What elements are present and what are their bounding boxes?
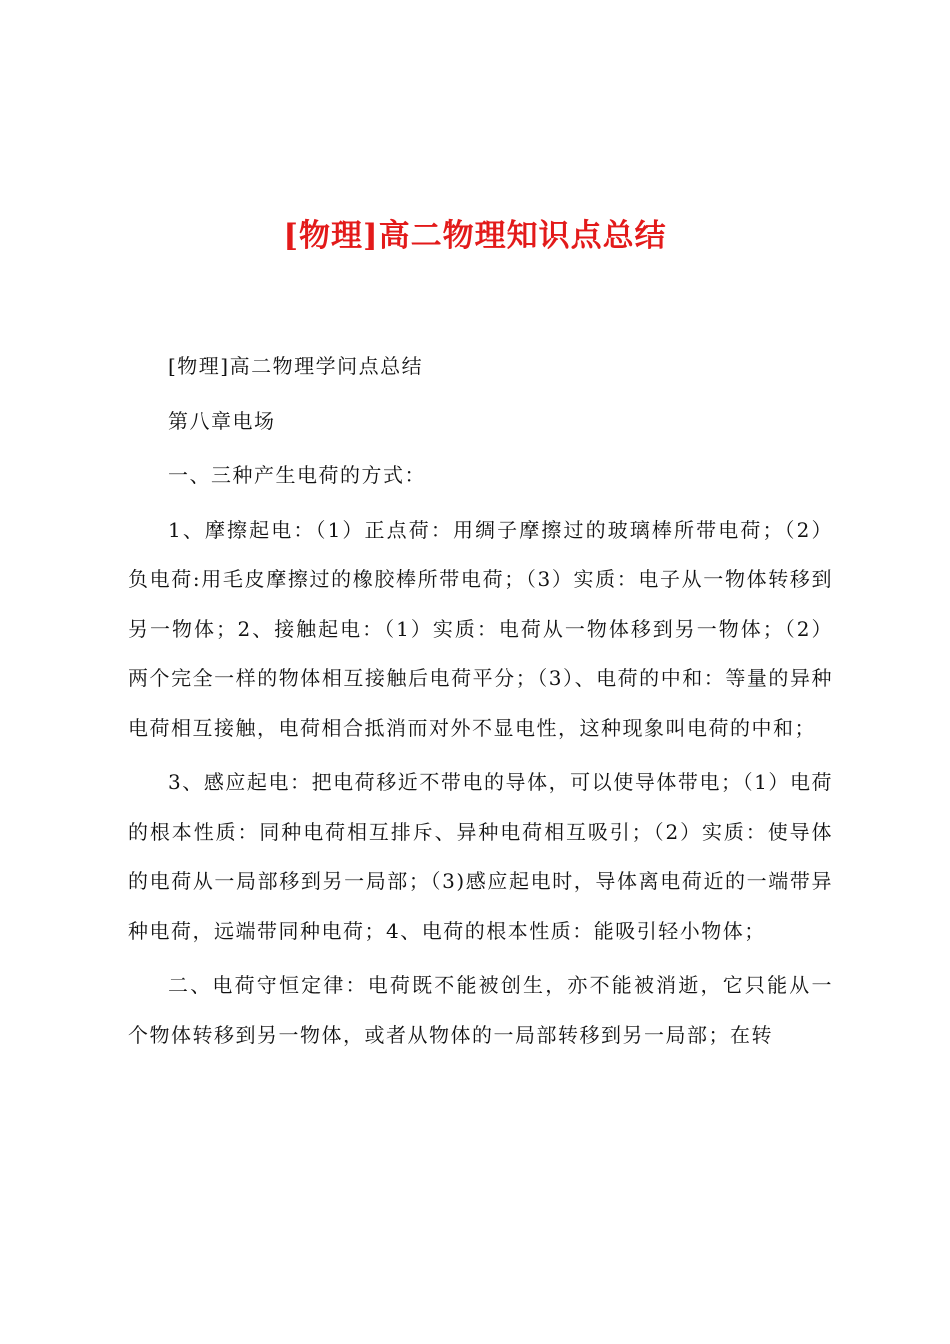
- document-body: [128, 342, 833, 1065]
- body-paragraph: 1、摩擦起电：（1）正点荷：用绸子摩擦过的玻璃棒所带电荷；（2）负电荷:用毛皮摩擦过的橡胶棒所带电荷；（3）实质：电子从一物体转移到另一物体；2、接触起电：（1）实质：电荷从一物体移到另一物体；（2）两个完全一样的物体相互接触后电荷平分；（3）、电荷的中和：等量的异种电荷相互接触，电荷相合抵消而对外不显电性，这种现象叫电荷的中和；: [128, 517, 833, 740]
- subtitle-paragraph: [物理]高二物理学问点总结: [168, 354, 424, 378]
- section-heading: 一、三种产生电荷的方式：: [168, 463, 426, 487]
- body-paragraph: 二、电荷守恒定律：电荷既不能被创生，亦不能被消逝，它只能从一个物体转移到另一物体，或者从物体的一局部转移到另一局部；在转: [128, 973, 833, 1047]
- body-paragraph: 3、感应起电：把电荷移近不带电的导体，可以使导体带电；（1）电荷的根本性质：同种电荷相互排斥、异种电荷相互吸引；（2）实质：使导体的电荷从一局部移到另一局部；（3)感应起电时，导体离电荷近的一端带异种电荷，远端带同种电荷；4、电荷的根本性质：能吸引轻小物体；: [128, 770, 833, 943]
- chapter-heading: 第八章电场: [168, 408, 276, 433]
- document-title: [物理]高二物理知识点总结: [283, 218, 667, 254]
